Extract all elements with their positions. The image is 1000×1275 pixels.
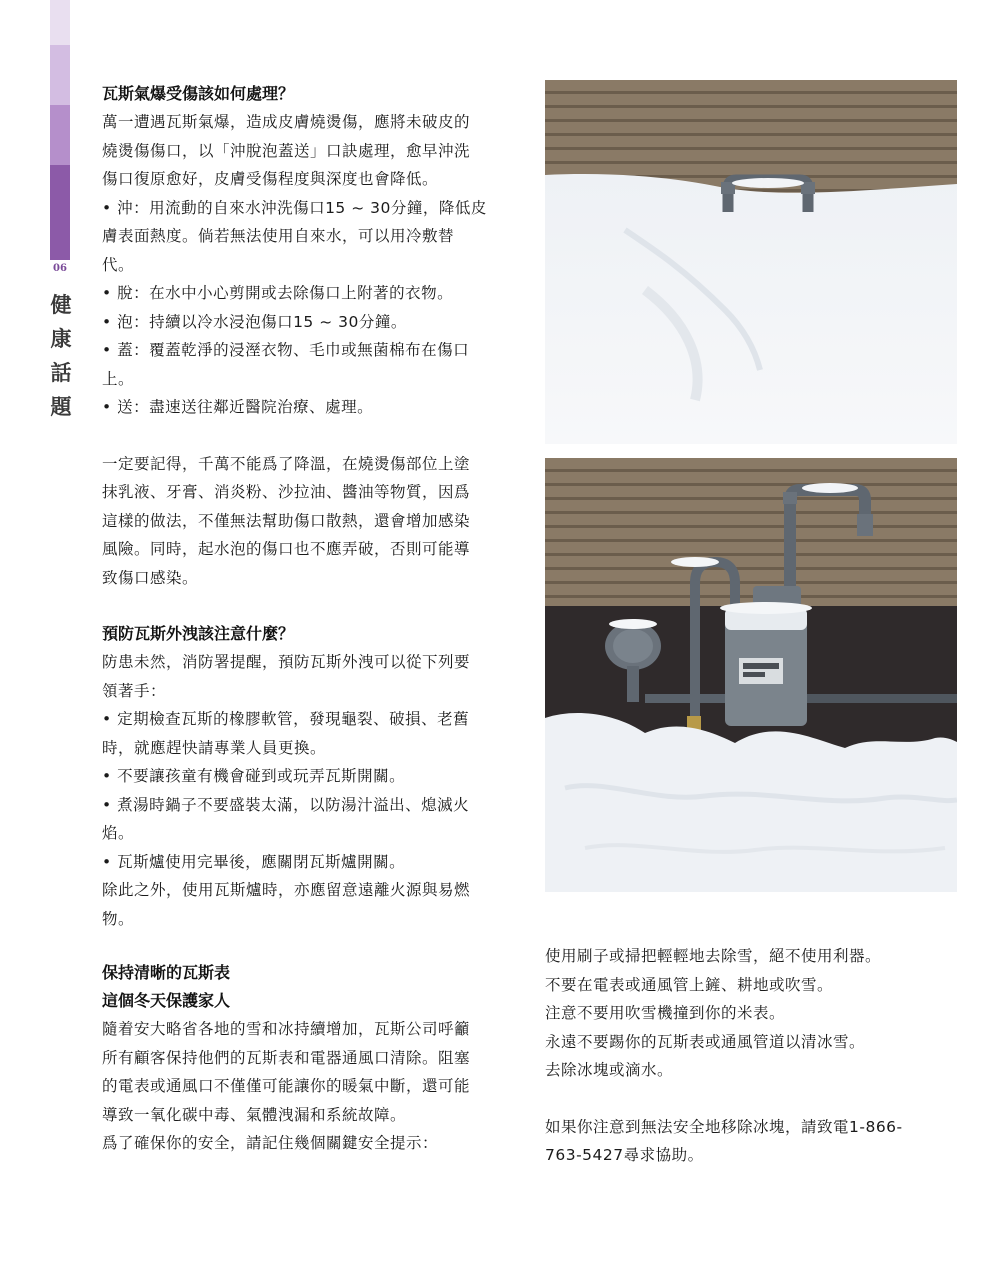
section2-line: • 定期檢查瓦斯的橡膠軟管，發現龜裂、破損、老舊 [102, 710, 470, 728]
tab-segment-dark [50, 165, 70, 260]
safety-tip: 永遠不要踢你的瓦斯表或通風管道以清冰雪。 [545, 1032, 866, 1051]
right-column [545, 942, 965, 1170]
tab-segment-mid [50, 45, 70, 105]
warning-line: 抹乳液、牙膏、消炎粉、沙拉油、醬油等物質，因爲 [102, 483, 471, 501]
section2-line: 防患未然，消防署提醒，預防瓦斯外洩可以從下列要 [102, 653, 471, 671]
section1-title: 瓦斯氣爆受傷該如何處理？ [102, 84, 295, 103]
gas-meter-snow-illustration [545, 458, 957, 892]
section1-line: 上。 [102, 369, 135, 388]
section-label-char: 康 [50, 326, 72, 351]
section1-line: • 送：盡速送往鄰近醫院治療、處理。 [102, 398, 374, 416]
section2-line: 物。 [102, 909, 135, 928]
contact-line: 如果你注意到無法安全地移除冰塊，請致電1-866- [545, 1117, 903, 1136]
safety-tip: 注意不要用吹雪機撞到你的米表。 [545, 1004, 786, 1022]
gas-pipe-snow-illustration [545, 80, 957, 444]
section-label [50, 288, 72, 424]
gas-pipe-snow-photo [545, 80, 957, 444]
section1-line: • 蓋：覆蓋乾淨的浸溼衣物、毛巾或無菌棉布在傷口 [102, 341, 470, 359]
section-label-char: 話 [50, 360, 72, 385]
section3-line: 所有顧客保持他們的瓦斯表和電器通風口清除。阻塞 [102, 1048, 471, 1067]
warning-line: 這樣的做法，不僅無法幫助傷口散熱，還會增加感染 [102, 511, 471, 530]
section3-title: 保持清晰的瓦斯表 [102, 963, 231, 982]
section2-line: 領著手： [102, 681, 167, 700]
safety-tip: 使用刷子或掃把輕輕地去除雪，絕不使用利器。 [545, 947, 882, 965]
section2-line: • 瓦斯爐使用完畢後，應關閉瓦斯爐開關。 [102, 852, 406, 871]
section2-title: 預防瓦斯外洩該注意什麼？ [102, 624, 295, 643]
section3-line: 導致一氧化碳中毒、氣體洩漏和系統故障。 [102, 1105, 407, 1124]
section1-line: • 泡：持續以冷水浸泡傷口15 ~ 30分鐘。 [102, 312, 407, 331]
warning-line: 風險。同時，起水泡的傷口也不應弄破，否則可能導 [102, 540, 471, 558]
section1-line: • 脫：在水中小心剪開或去除傷口上附著的衣物。 [102, 284, 454, 302]
section3-line: 爲了確保你的安全，請記住幾個關鍵安全提示： [102, 1134, 439, 1152]
section2-line: 除此之外，使用瓦斯爐時，亦應留意遠離火源與易燃 [102, 881, 471, 899]
section1-line: 膚表面熱度。倘若無法使用自來水，可以用冷敷替 [102, 227, 455, 245]
gas-meter-snow-photo [545, 458, 957, 892]
section1-line: 代。 [102, 255, 135, 274]
section-label-char: 題 [50, 394, 72, 419]
section3-line: 的電表或通風口不僅僅可能讓你的暖氣中斷，還可能 [102, 1077, 471, 1095]
section-tab-strip [50, 0, 70, 260]
tab-segment-medium [50, 105, 70, 165]
section1-line: • 沖：用流動的自來水沖洗傷口15 ~ 30分鐘，降低皮 [102, 198, 487, 217]
page-number: 06 [53, 263, 67, 274]
section1-line: 燒燙傷傷口，以「沖脫泡蓋送」口訣處理，愈早沖洗 [102, 141, 471, 160]
section2-line: • 煮湯時鍋子不要盛裝太滿，以防湯汁溢出、熄滅火 [102, 795, 470, 814]
section1-line: 萬一遭遇瓦斯氣爆，造成皮膚燒燙傷，應將未破皮的 [102, 113, 471, 131]
section2-line: 時，就應趕快請專業人員更換。 [102, 738, 327, 757]
safety-tip: 不要在電表或通風管上鏟、耕地或吹雪。 [545, 975, 834, 994]
section2-line: 焰。 [102, 824, 135, 842]
contact-line: 763-5427尋求協助。 [545, 1146, 704, 1164]
safety-tip: 去除冰塊或滴水。 [545, 1061, 674, 1079]
section3-line: 隨着安大略省各地的雪和冰持續增加，瓦斯公司呼籲 [102, 1020, 471, 1038]
section-label-char: 健 [50, 292, 72, 317]
tab-segment-light [50, 0, 70, 45]
warning-line: 致傷口感染。 [102, 568, 199, 587]
left-column [102, 80, 522, 1158]
section3-subtitle: 這個冬天保護家人 [102, 991, 231, 1010]
section2-line: • 不要讓孩童有機會碰到或玩弄瓦斯開關。 [102, 767, 406, 785]
warning-line: 一定要記得，千萬不能爲了降溫，在燒燙傷部位上塗 [102, 454, 471, 473]
section1-line: 傷口復原愈好，皮膚受傷程度與深度也會降低。 [102, 170, 439, 188]
